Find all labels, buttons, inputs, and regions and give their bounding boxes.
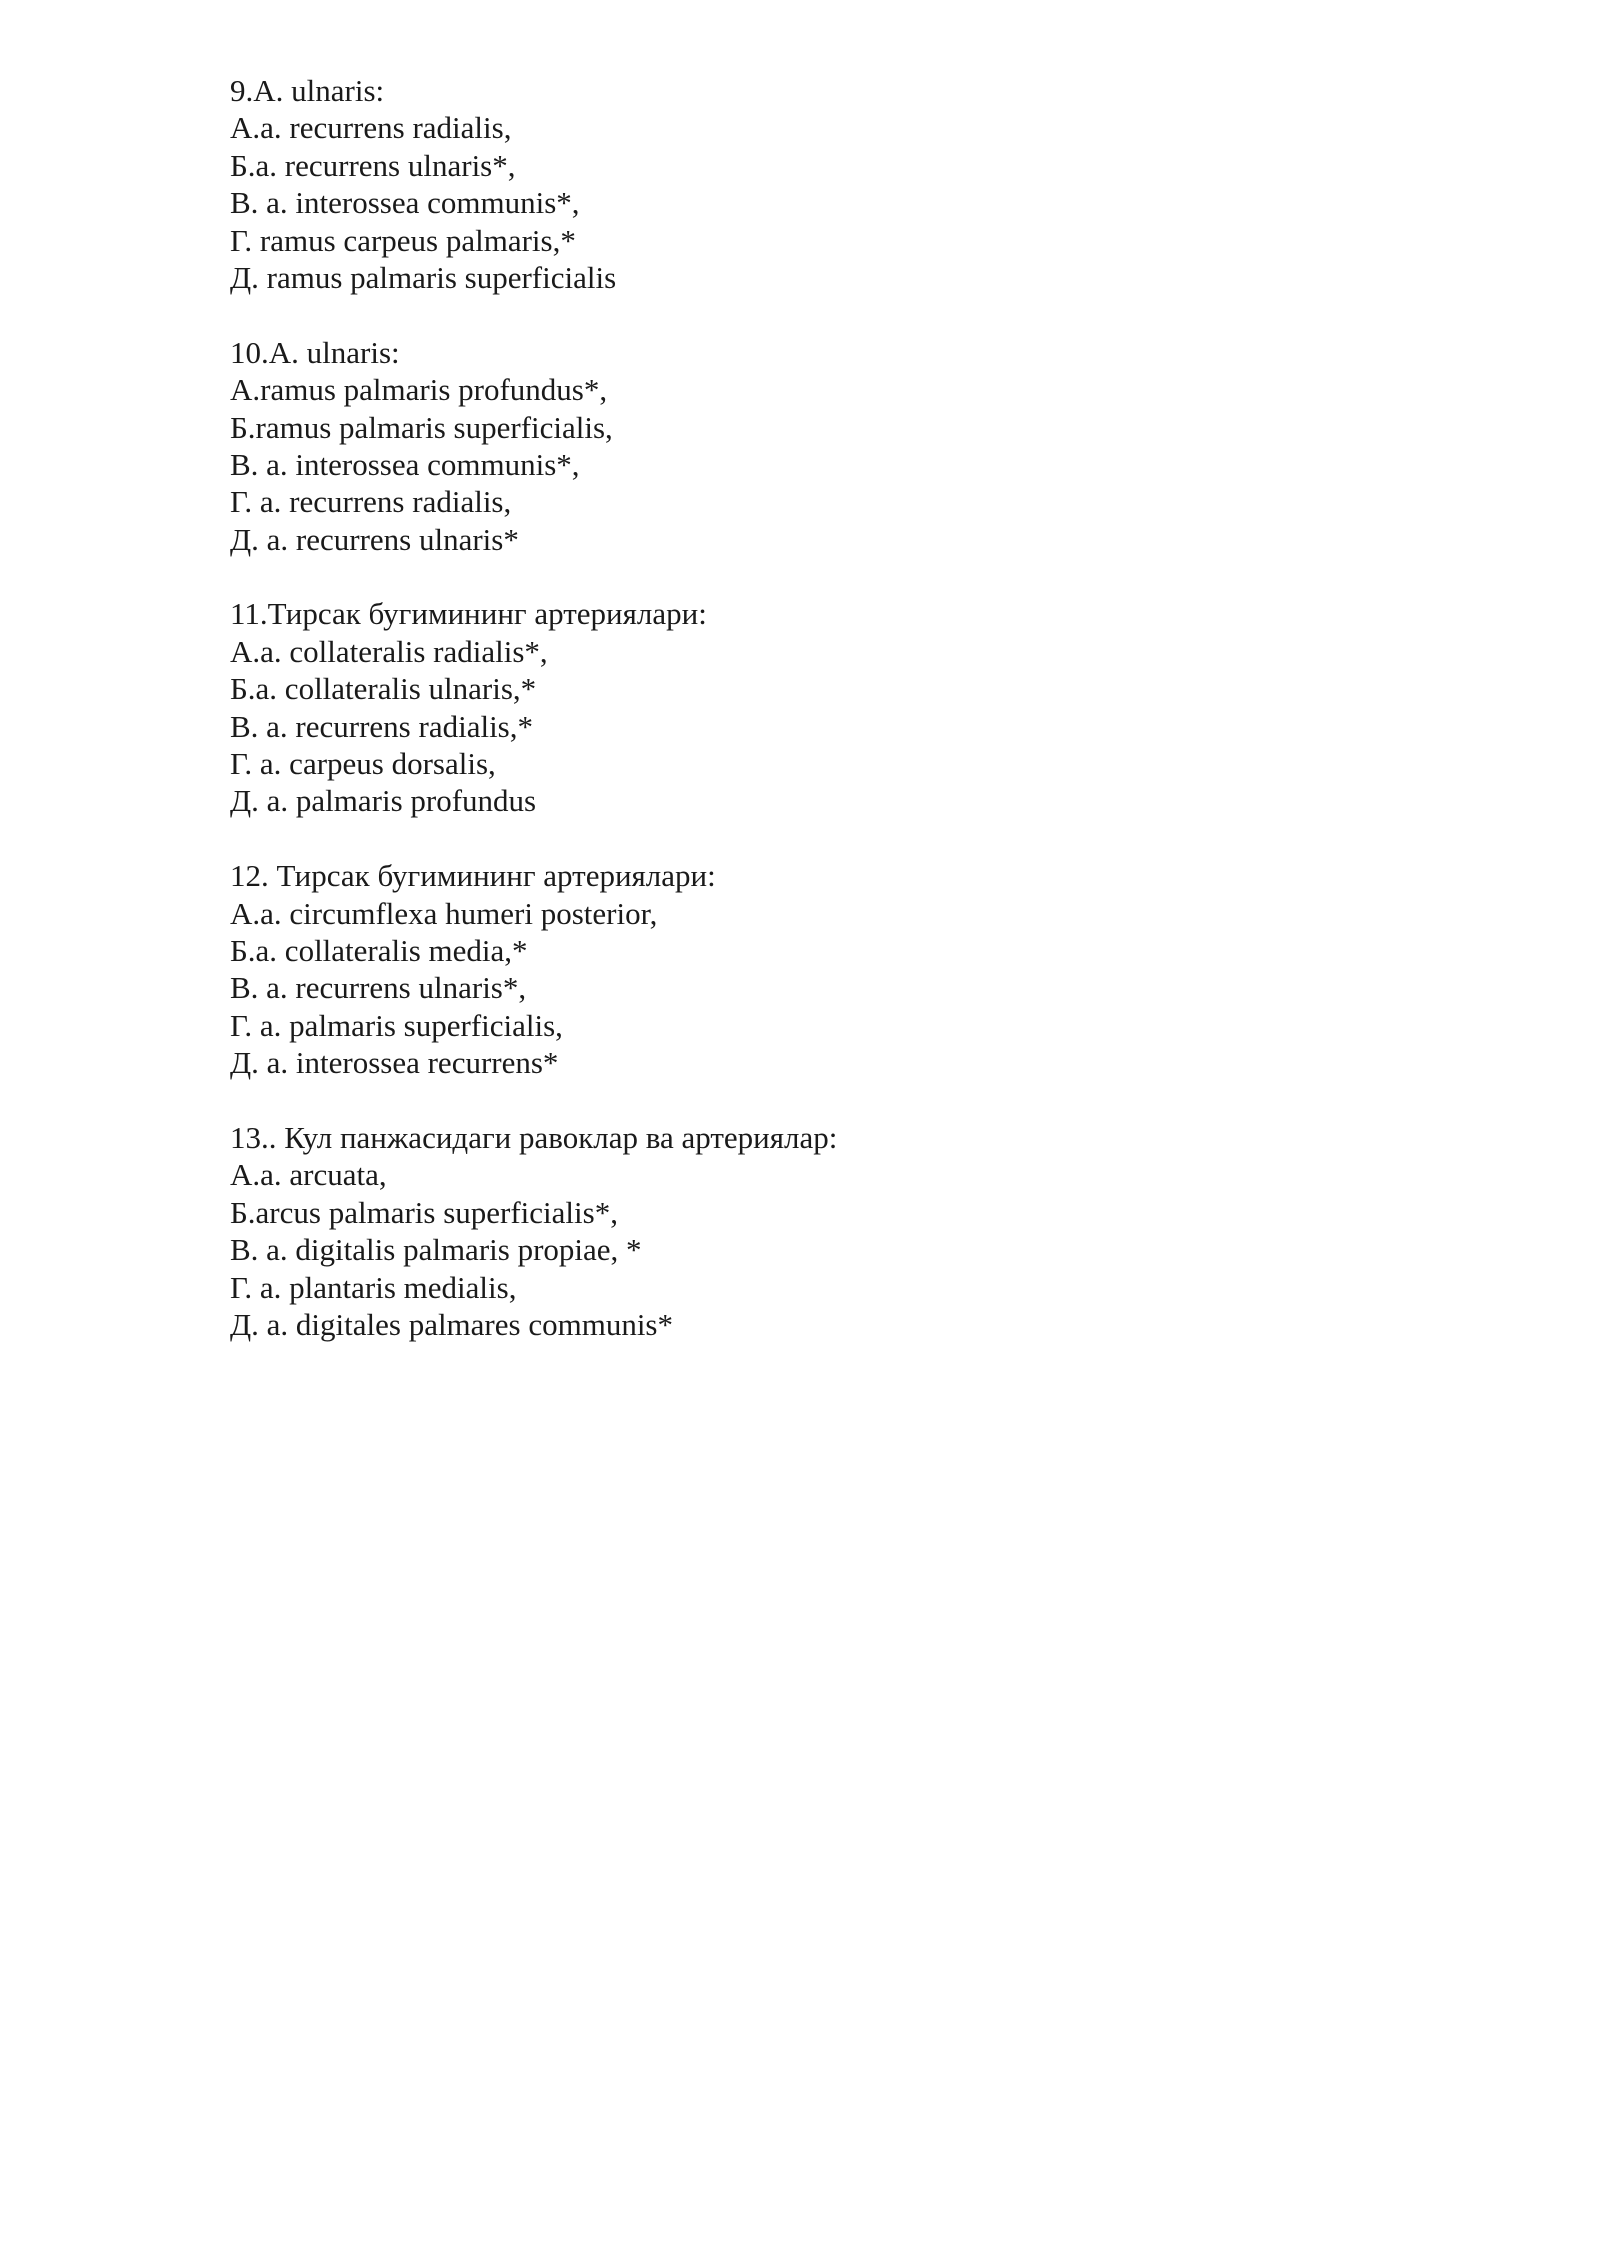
answer-option: В. a. recurrens ulnaris*, <box>230 970 527 1006</box>
answer-option: Б.arcus palmaris superficialis*, <box>230 1194 618 1230</box>
answer-option: В. a. recurrens radialis,* <box>230 708 533 744</box>
question-9 <box>230 72 1430 296</box>
answer-option: Д. a. digitales palmares communis* <box>230 1306 673 1342</box>
answer-option: А.a. arcuata, <box>230 1157 387 1193</box>
answer-option: Д. a. palmaris profundus <box>230 783 537 819</box>
question-11 <box>230 595 1430 819</box>
question-13 <box>230 1119 1430 1343</box>
answer-option: Г. ramus carpeus palmaris,* <box>230 222 576 258</box>
question-title: 10.A. ulnaris: <box>230 334 400 370</box>
answer-option: Д. ramus palmaris superficialis <box>230 259 617 295</box>
answer-option: Г. a. recurrens radialis, <box>230 484 512 520</box>
question-10 <box>230 334 1430 558</box>
answer-option: Г. a. plantaris medialis, <box>230 1269 517 1305</box>
answer-option: Б.ramus palmaris superficialis, <box>230 409 613 445</box>
answer-option: В. a. interossea communis*, <box>230 446 580 482</box>
answer-option: А.ramus palmaris profundus*, <box>230 372 608 408</box>
answer-option: Д. a. interossea recurrens* <box>230 1045 559 1081</box>
answer-option: Г. a. palmaris superficialis, <box>230 1007 563 1043</box>
answer-option: А.a. recurrens radialis, <box>230 110 512 146</box>
question-title: 12. Тирсак бугимининг артериялари: <box>230 858 716 894</box>
answer-option: А.a. collateralis radialis*, <box>230 633 548 669</box>
question-title: 13.. Кул панжасидаги равоклар ва артериялар: <box>230 1119 838 1155</box>
question-12 <box>230 857 1430 1081</box>
answer-option: В. a. digitalis palmaris propiae, * <box>230 1232 642 1268</box>
answer-option: Б.a. recurrens ulnaris*, <box>230 147 516 183</box>
answer-option: Б.a. collateralis ulnaris,* <box>230 671 537 707</box>
answer-option: Б.a. collateralis media,* <box>230 932 528 968</box>
question-title: 9.A. ulnaris: <box>230 73 385 108</box>
answer-option: Г. a. carpeus dorsalis, <box>230 746 496 782</box>
question-title: 11.Тирсак бугимининг артериялари: <box>230 596 707 632</box>
answer-option: В. a. interossea communis*, <box>230 185 580 221</box>
answer-option: А.a. circumflexa humeri posterior, <box>230 895 658 931</box>
document-page <box>230 72 1430 1381</box>
answer-option: Д. a. recurrens ulnaris* <box>230 521 519 557</box>
